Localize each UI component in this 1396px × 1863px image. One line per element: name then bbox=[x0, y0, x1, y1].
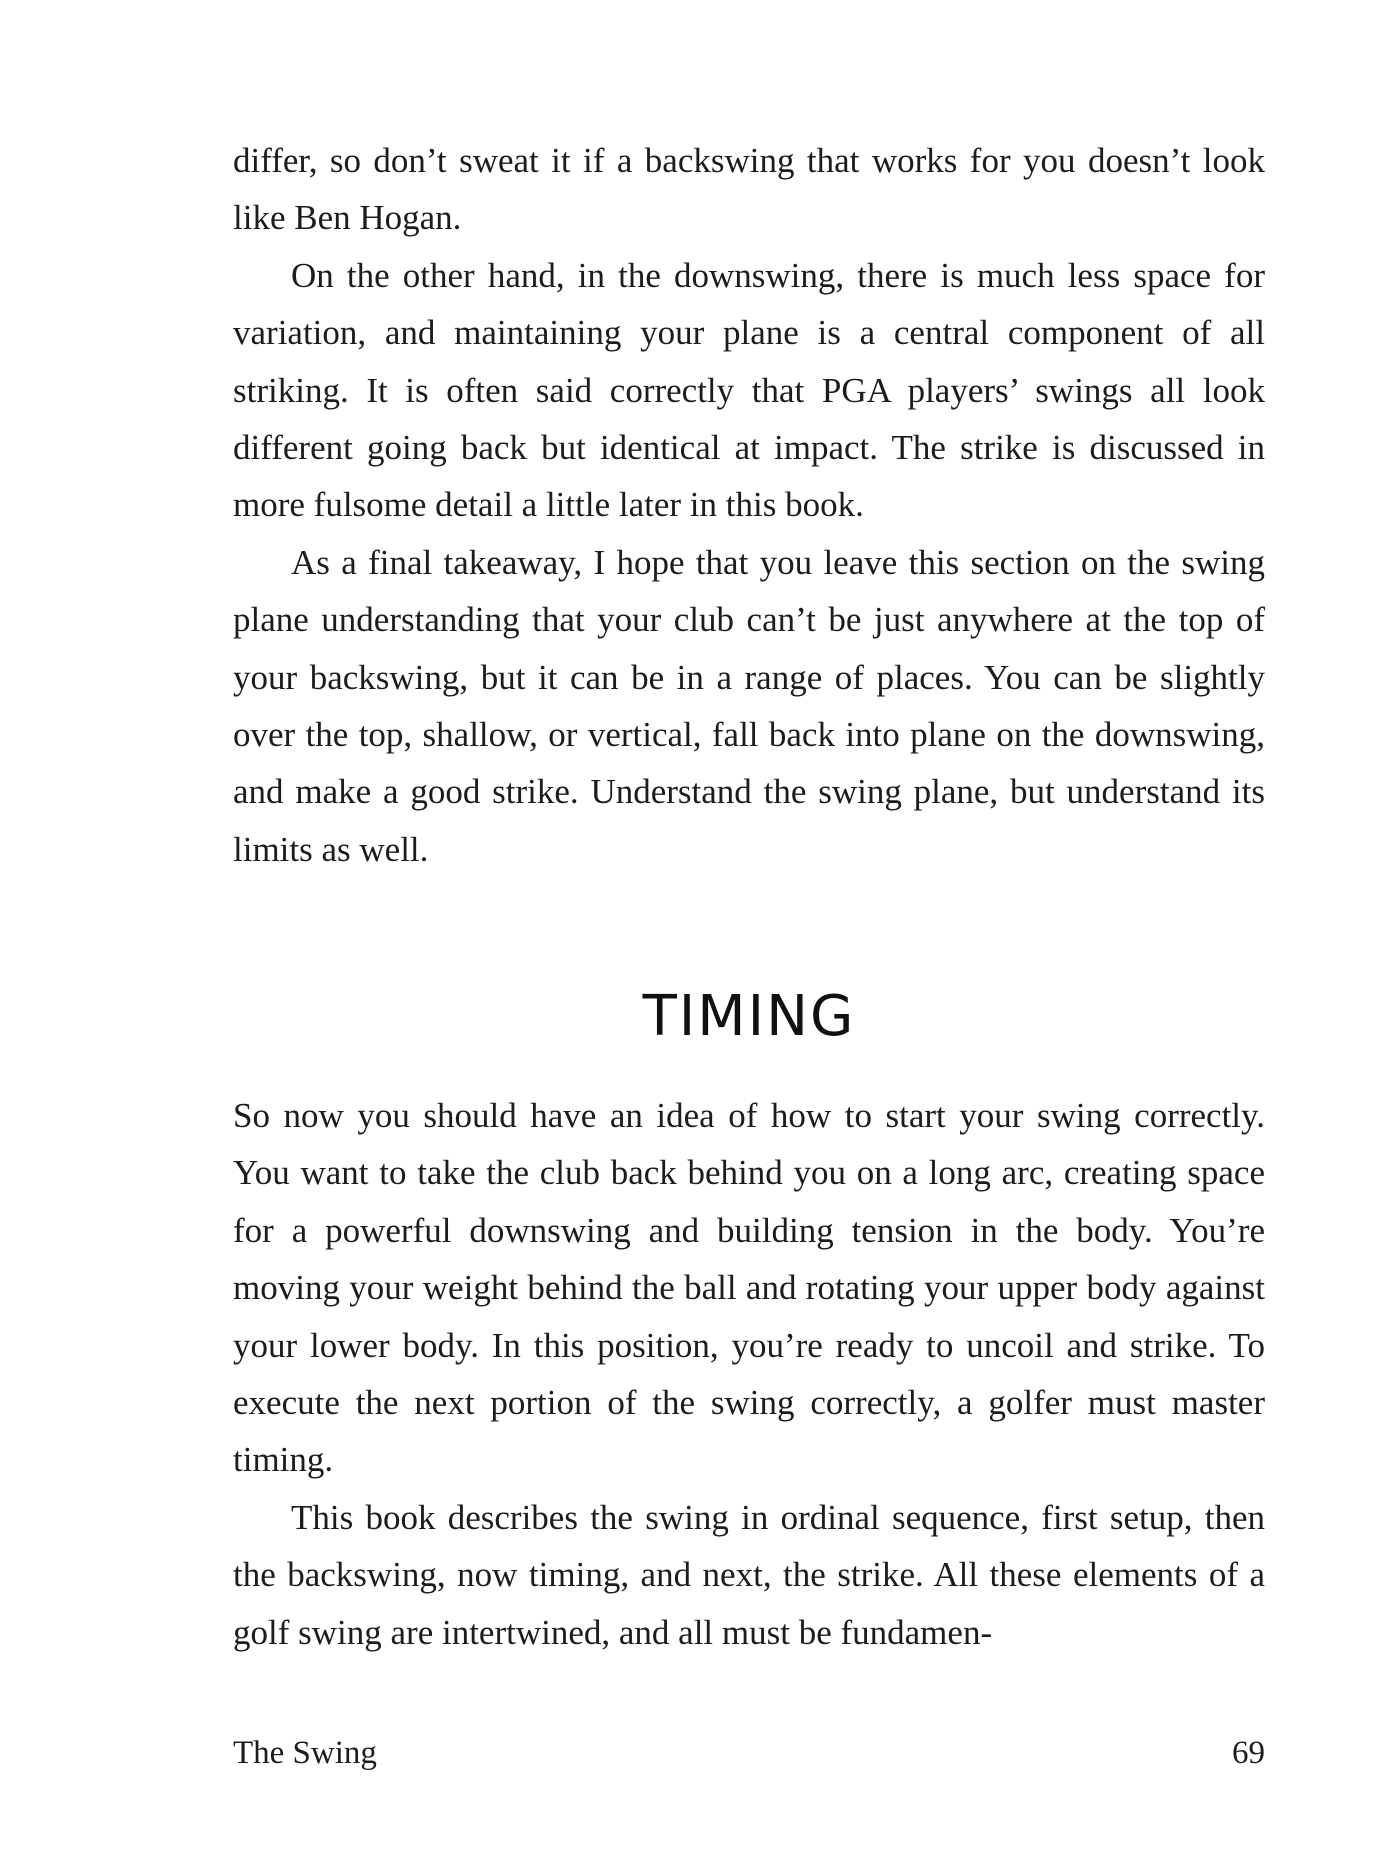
paragraph-continuation: differ, so don’t sweat it if a backswing that works for you doesn’t look like Ben Hogan. bbox=[233, 141, 1265, 238]
paragraph-downswing: On the other hand, in the downswing, there is much less space for variation, and maintaining your plane is a central component of all striking. It is often said correctly that PGA players’ swings all look different going back but identical at impact. The strike is discussed in more fulsome detail a little later in this book. bbox=[233, 255, 1265, 525]
page-footer bbox=[233, 1733, 1265, 1773]
paragraph-ordinal-sequence: This book describes the swing in ordinal sequence, first setup, then the backswing, now timing, and next, the strike. All these elements of a golf swing are intertwined, and all must be fundamen- bbox=[233, 1497, 1265, 1652]
section-heading: TIMING bbox=[642, 984, 856, 1049]
paragraph-timing-intro: So now you should have an idea of how to start your swing correctly. You want to take the club back behind you on a long arc, creating space for a powerful downswing and building tension in the body. You’re moving your weight behind the ball and rotating your upper body against your lower body. In this position, you’re ready to uncoil and strike. To execute the next portion of the swing correctly, a golfer must master timing. bbox=[233, 1096, 1265, 1480]
body-text-top bbox=[233, 132, 1265, 878]
paragraph-final-takeaway: As a final takeaway, I hope that you leave this section on the swing plane understanding that your club can’t be just anywhere at the top of your backswing, but it can be in a range of places. You can be slightly over the top, shallow, or vertical, fall back into plane on the downswing, and make a good strike. Understand the swing plane, but understand its limits as well. bbox=[233, 542, 1265, 869]
running-title: The Swing bbox=[233, 1735, 377, 1771]
page-number: 69 bbox=[1232, 1735, 1265, 1771]
body-text-timing bbox=[233, 1087, 1265, 1661]
